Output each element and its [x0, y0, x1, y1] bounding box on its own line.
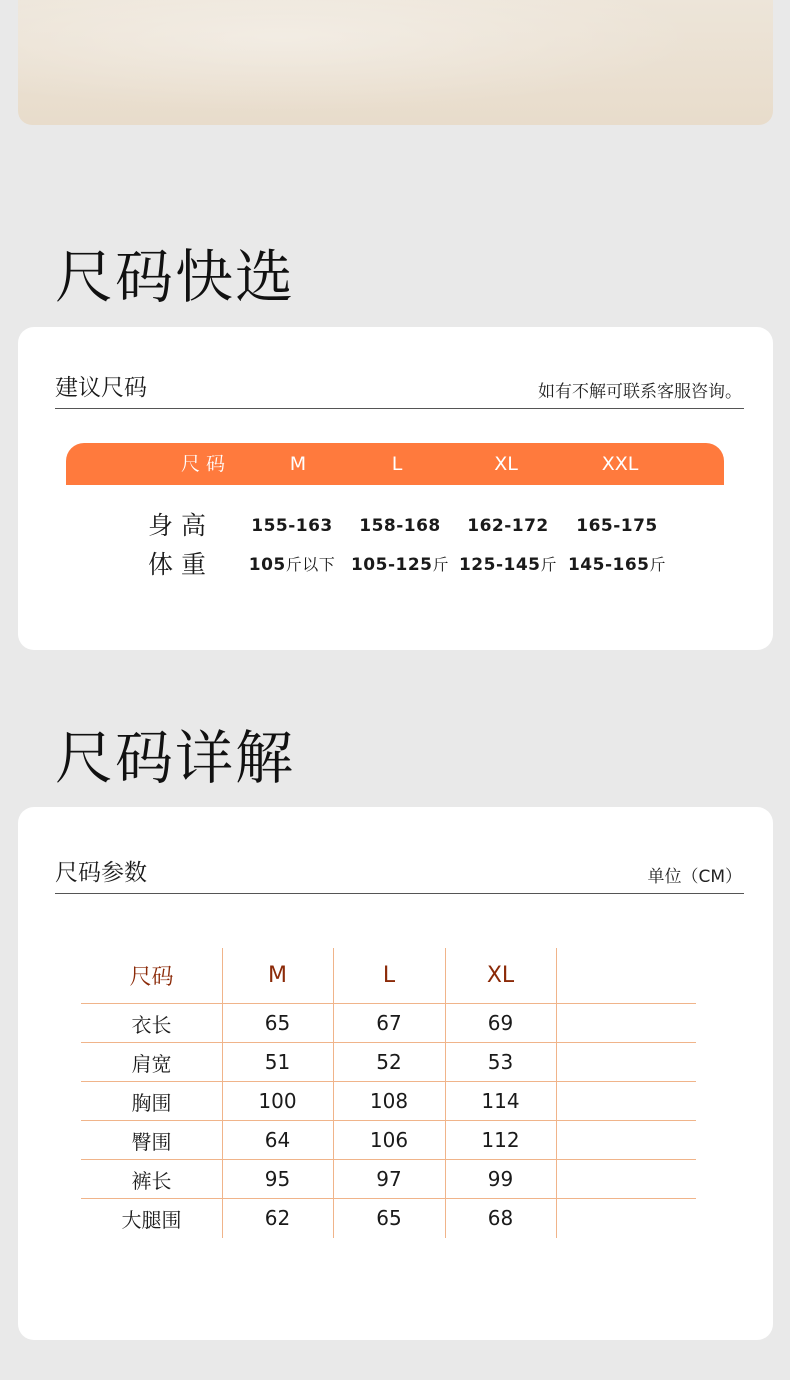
height-xl: 162-172	[467, 516, 549, 536]
cell-empty	[556, 1004, 696, 1042]
cell-l: 108	[369, 1089, 409, 1113]
cell-m: 51	[264, 1050, 291, 1074]
cell-xl: 53	[487, 1050, 514, 1074]
cell-l: 52	[376, 1050, 402, 1074]
height-row	[18, 508, 773, 544]
cell-l: 67	[376, 1011, 402, 1035]
cell-m: 65	[264, 1011, 291, 1035]
weight-xxl: 145-165斤	[567, 555, 667, 575]
size-detail-card-header	[55, 853, 744, 894]
header-size-xl: XL	[494, 453, 518, 475]
cell-empty	[556, 1199, 696, 1237]
header-cell-m: M	[268, 963, 287, 988]
header-size-l: L	[391, 453, 403, 475]
cell-l: 65	[376, 1206, 402, 1230]
height-m: 155-163	[251, 516, 333, 536]
cell-l: 97	[376, 1167, 402, 1191]
row-label: 胸围	[131, 1090, 172, 1115]
header-cell-xl: XL	[486, 963, 515, 988]
product-photo-banner	[18, 0, 773, 125]
cell-empty	[556, 1121, 696, 1159]
table-row	[81, 1043, 696, 1082]
header-cell-empty	[556, 948, 696, 1003]
row-label: 肩宽	[131, 1051, 172, 1076]
size-detail-heading: 尺码详解	[55, 724, 296, 792]
size-detail-card	[18, 807, 773, 1340]
table-row	[81, 1004, 696, 1043]
height-xxl: 165-175	[576, 516, 658, 536]
cell-empty	[556, 1082, 696, 1120]
header-size-label: 尺 码	[180, 453, 226, 475]
quick-select-card	[18, 327, 773, 650]
table-header-row	[81, 948, 696, 1004]
quick-size-header-bar	[66, 443, 724, 485]
quick-select-card-header	[55, 368, 744, 409]
weight-xl: 125-145斤	[458, 555, 558, 575]
contact-service-note: 如有不解可联系客服咨询。	[538, 382, 742, 402]
table-row	[81, 1199, 696, 1237]
quick-select-heading: 尺码快选	[55, 243, 296, 311]
table-row	[81, 1121, 696, 1160]
cell-m: 64	[264, 1128, 291, 1152]
cell-l: 106	[369, 1128, 409, 1152]
weight-label: 体重	[147, 550, 215, 579]
header-size-xxl: XXL	[601, 453, 639, 475]
cell-m: 100	[258, 1089, 297, 1113]
header-size-m: M	[289, 453, 307, 475]
row-label: 衣长	[131, 1012, 172, 1037]
cell-xl: 114	[481, 1089, 520, 1113]
height-l: 158-168	[359, 516, 441, 536]
header-cell-l: L	[382, 963, 396, 988]
cell-xl: 99	[487, 1167, 514, 1191]
unit-note: 单位（CM）	[647, 867, 742, 887]
size-detail-table	[81, 948, 696, 1237]
header-cell-size: 尺码	[129, 965, 174, 990]
row-label: 臀围	[131, 1129, 172, 1154]
recommended-size-title: 建议尺码	[55, 375, 147, 401]
cell-empty	[556, 1160, 696, 1198]
row-label: 大腿围	[121, 1207, 182, 1232]
weight-m: 105斤以下	[248, 555, 336, 575]
cell-xl: 68	[487, 1206, 514, 1230]
cell-xl: 112	[481, 1128, 520, 1152]
row-label: 裤长	[131, 1168, 172, 1193]
size-params-title: 尺码参数	[55, 860, 147, 886]
weight-l: 105-125斤	[350, 555, 450, 575]
table-row	[81, 1082, 696, 1121]
cell-empty	[556, 1043, 696, 1081]
height-label: 身高	[147, 511, 215, 540]
cell-m: 95	[264, 1167, 291, 1191]
weight-row	[18, 547, 773, 583]
table-row	[81, 1160, 696, 1199]
cell-m: 62	[264, 1206, 291, 1230]
cell-xl: 69	[487, 1011, 514, 1035]
